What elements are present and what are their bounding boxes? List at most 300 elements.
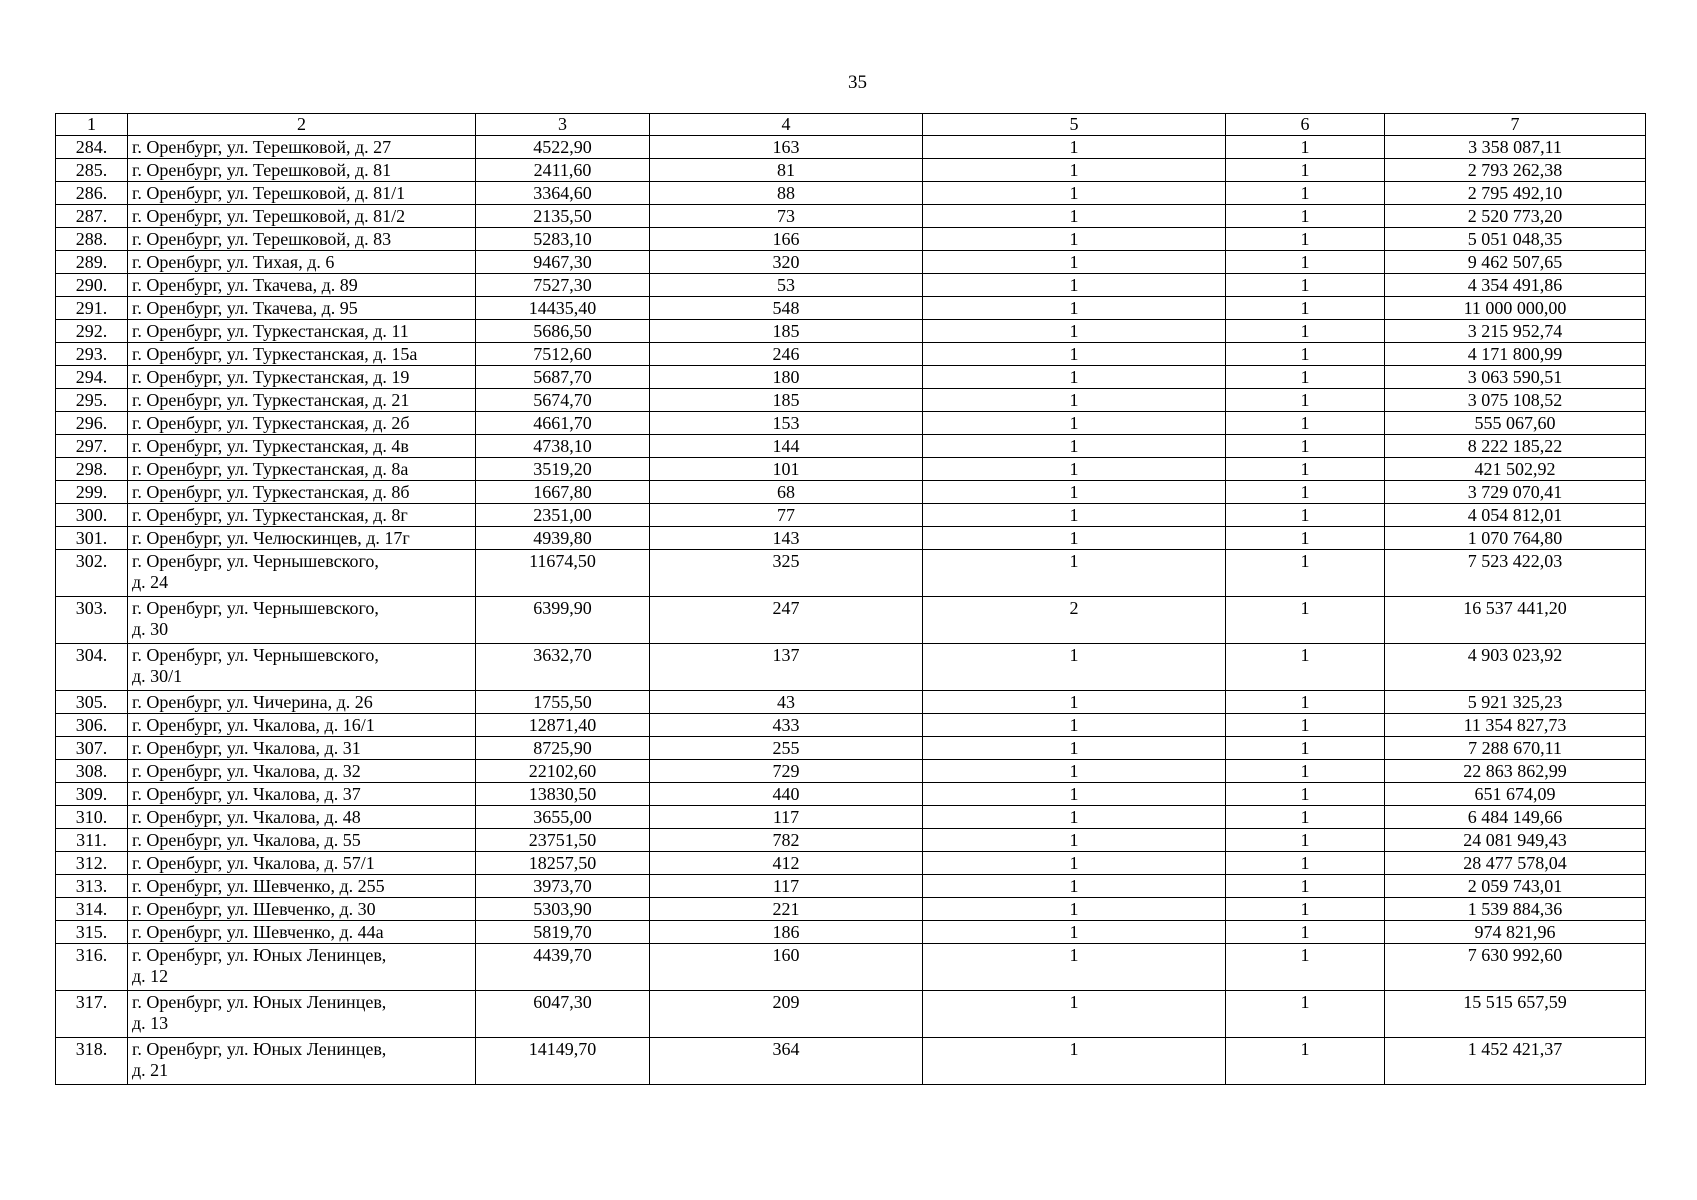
- col-7-cell: 7 630 992,60: [1385, 944, 1646, 991]
- col-5-cell: 1: [923, 251, 1226, 274]
- col-5-cell: 1: [923, 159, 1226, 182]
- col-6-cell: 1: [1226, 1038, 1385, 1085]
- address-line: г. Оренбург, ул. Ткачева, д. 89: [132, 275, 358, 295]
- col-7-cell: 8 222 185,22: [1385, 435, 1646, 458]
- col-5-cell: 1: [923, 228, 1226, 251]
- address-line: г. Оренбург, ул. Тихая, д. 6: [132, 252, 335, 272]
- table-row: [56, 136, 1646, 159]
- col-4-cell: 117: [650, 875, 923, 898]
- col-4-cell: 143: [650, 527, 923, 550]
- row-number-cell: 288.: [56, 228, 128, 251]
- col-4-cell: 153: [650, 412, 923, 435]
- col-6-cell: 1: [1226, 366, 1385, 389]
- row-number-cell: 310.: [56, 806, 128, 829]
- col-5-cell: 1: [923, 737, 1226, 760]
- col-7-cell: 7 288 670,11: [1385, 737, 1646, 760]
- col-6-cell: 1: [1226, 527, 1385, 550]
- col-7-cell: 15 515 657,59: [1385, 991, 1646, 1038]
- col-3-cell: 5819,70: [476, 921, 650, 944]
- table-row: [56, 228, 1646, 251]
- address-cell: [128, 921, 476, 944]
- col-5-cell: 1: [923, 412, 1226, 435]
- col-4-cell: 43: [650, 691, 923, 714]
- col-7-cell: 28 477 578,04: [1385, 852, 1646, 875]
- address-line: г. Оренбург, ул. Терешковой, д. 27: [132, 137, 392, 157]
- row-number-cell: 291.: [56, 297, 128, 320]
- col-7-cell: 7 523 422,03: [1385, 550, 1646, 597]
- row-number-cell: 297.: [56, 435, 128, 458]
- table-row: [56, 389, 1646, 412]
- address-line: г. Оренбург, ул. Туркестанская, д. 15а: [132, 344, 418, 364]
- header-col-5: 5: [923, 114, 1226, 136]
- address-cell: [128, 458, 476, 481]
- address-line: г. Оренбург, ул. Чернышевского,: [132, 551, 379, 571]
- col-7-cell: 22 863 862,99: [1385, 760, 1646, 783]
- col-5-cell: 1: [923, 550, 1226, 597]
- col-7-cell: 3 075 108,52: [1385, 389, 1646, 412]
- table-row: [56, 852, 1646, 875]
- row-number-cell: 313.: [56, 875, 128, 898]
- address-line: г. Оренбург, ул. Шевченко, д. 44а: [132, 922, 384, 942]
- row-number-cell: 308.: [56, 760, 128, 783]
- row-number-cell: 302.: [56, 550, 128, 597]
- col-3-cell: 8725,90: [476, 737, 650, 760]
- address-cell: [128, 297, 476, 320]
- address-cell: [128, 504, 476, 527]
- col-7-cell: 2 520 773,20: [1385, 205, 1646, 228]
- col-7-cell: 3 729 070,41: [1385, 481, 1646, 504]
- col-4-cell: 77: [650, 504, 923, 527]
- col-5-cell: 1: [923, 297, 1226, 320]
- col-6-cell: 1: [1226, 412, 1385, 435]
- row-number-cell: 287.: [56, 205, 128, 228]
- col-7-cell: 1 452 421,37: [1385, 1038, 1646, 1085]
- col-7-cell: 2 793 262,38: [1385, 159, 1646, 182]
- header-col-1: 1: [56, 114, 128, 136]
- col-7-cell: 3 063 590,51: [1385, 366, 1646, 389]
- col-6-cell: 1: [1226, 159, 1385, 182]
- table-row: [56, 760, 1646, 783]
- col-5-cell: 1: [923, 852, 1226, 875]
- col-4-cell: 163: [650, 136, 923, 159]
- row-number-cell: 317.: [56, 991, 128, 1038]
- address-cell: [128, 320, 476, 343]
- col-7-cell: 4 354 491,86: [1385, 274, 1646, 297]
- row-number-cell: 289.: [56, 251, 128, 274]
- row-number-cell: 312.: [56, 852, 128, 875]
- col-7-cell: 24 081 949,43: [1385, 829, 1646, 852]
- col-6-cell: 1: [1226, 875, 1385, 898]
- address-line: г. Оренбург, ул. Чкалова, д. 55: [132, 830, 361, 850]
- address-line: г. Оренбург, ул. Туркестанская, д. 4в: [132, 436, 409, 456]
- col-5-cell: 1: [923, 921, 1226, 944]
- col-5-cell: 1: [923, 320, 1226, 343]
- col-3-cell: 18257,50: [476, 852, 650, 875]
- row-number-cell: 318.: [56, 1038, 128, 1085]
- col-7-cell: 5 921 325,23: [1385, 691, 1646, 714]
- col-6-cell: 1: [1226, 435, 1385, 458]
- col-6-cell: 1: [1226, 274, 1385, 297]
- col-5-cell: 1: [923, 760, 1226, 783]
- col-5-cell: 1: [923, 714, 1226, 737]
- col-3-cell: 4939,80: [476, 527, 650, 550]
- table-row: [56, 159, 1646, 182]
- col-5-cell: 1: [923, 691, 1226, 714]
- col-4-cell: 101: [650, 458, 923, 481]
- col-3-cell: 12871,40: [476, 714, 650, 737]
- col-4-cell: 73: [650, 205, 923, 228]
- col-7-cell: 11 354 827,73: [1385, 714, 1646, 737]
- address-cell: [128, 435, 476, 458]
- address-line: г. Оренбург, ул. Терешковой, д. 81/1: [132, 183, 406, 203]
- col-3-cell: 5674,70: [476, 389, 650, 412]
- col-5-cell: 1: [923, 389, 1226, 412]
- row-number-cell: 306.: [56, 714, 128, 737]
- col-6-cell: 1: [1226, 205, 1385, 228]
- col-4-cell: 364: [650, 1038, 923, 1085]
- table-row: [56, 691, 1646, 714]
- col-5-cell: 1: [923, 829, 1226, 852]
- address-line-continued: д. 13: [132, 1013, 169, 1033]
- col-4-cell: 246: [650, 343, 923, 366]
- address-line: г. Оренбург, ул. Чернышевского,: [132, 645, 379, 665]
- table-row: [56, 205, 1646, 228]
- table-row: [56, 412, 1646, 435]
- table-row: [56, 435, 1646, 458]
- address-line: г. Оренбург, ул. Туркестанская, д. 19: [132, 367, 410, 387]
- table-row: [56, 251, 1646, 274]
- table-row: [56, 274, 1646, 297]
- col-4-cell: 186: [650, 921, 923, 944]
- col-5-cell: 1: [923, 806, 1226, 829]
- col-6-cell: 1: [1226, 458, 1385, 481]
- address-cell: [128, 527, 476, 550]
- header-col-2: 2: [128, 114, 476, 136]
- col-4-cell: 88: [650, 182, 923, 205]
- table-row: [56, 550, 1646, 597]
- col-7-cell: 421 502,92: [1385, 458, 1646, 481]
- address-cell: [128, 898, 476, 921]
- address-line: г. Оренбург, ул. Юных Ленинцев,: [132, 992, 387, 1012]
- col-6-cell: 1: [1226, 136, 1385, 159]
- row-number-cell: 303.: [56, 597, 128, 644]
- address-cell: [128, 389, 476, 412]
- col-3-cell: 5303,90: [476, 898, 650, 921]
- col-6-cell: 1: [1226, 481, 1385, 504]
- table-row: [56, 182, 1646, 205]
- col-3-cell: 5283,10: [476, 228, 650, 251]
- row-number-cell: 299.: [56, 481, 128, 504]
- col-6-cell: 1: [1226, 389, 1385, 412]
- col-4-cell: 160: [650, 944, 923, 991]
- table-row: [56, 597, 1646, 644]
- address-line-continued: д. 30/1: [132, 666, 183, 686]
- table-row: [56, 944, 1646, 991]
- col-4-cell: 548: [650, 297, 923, 320]
- address-cell: [128, 597, 476, 644]
- table-row: [56, 1038, 1646, 1085]
- col-6-cell: 1: [1226, 944, 1385, 991]
- col-3-cell: 3364,60: [476, 182, 650, 205]
- col-7-cell: 2 795 492,10: [1385, 182, 1646, 205]
- col-7-cell: 5 051 048,35: [1385, 228, 1646, 251]
- col-3-cell: 6047,30: [476, 991, 650, 1038]
- col-3-cell: 23751,50: [476, 829, 650, 852]
- header-row: [56, 114, 1646, 136]
- col-3-cell: 4522,90: [476, 136, 650, 159]
- address-cell: [128, 274, 476, 297]
- col-4-cell: 144: [650, 435, 923, 458]
- address-line-continued: д. 24: [132, 572, 169, 592]
- col-5-cell: 1: [923, 527, 1226, 550]
- address-line: г. Оренбург, ул. Туркестанская, д. 21: [132, 390, 410, 410]
- col-5-cell: 1: [923, 136, 1226, 159]
- col-3-cell: 14435,40: [476, 297, 650, 320]
- col-3-cell: 2135,50: [476, 205, 650, 228]
- col-3-cell: 2411,60: [476, 159, 650, 182]
- table-row: [56, 829, 1646, 852]
- table-row: [56, 481, 1646, 504]
- address-cell: [128, 714, 476, 737]
- table-row: [56, 714, 1646, 737]
- col-4-cell: 221: [650, 898, 923, 921]
- col-5-cell: 1: [923, 1038, 1226, 1085]
- col-7-cell: 651 674,09: [1385, 783, 1646, 806]
- col-3-cell: 22102,60: [476, 760, 650, 783]
- col-6-cell: 1: [1226, 921, 1385, 944]
- header-col-4: 4: [650, 114, 923, 136]
- address-line: г. Оренбург, ул. Туркестанская, д. 11: [132, 321, 409, 341]
- col-6-cell: 1: [1226, 320, 1385, 343]
- address-line-continued: д. 21: [132, 1060, 169, 1080]
- address-cell: [128, 991, 476, 1038]
- col-3-cell: 4661,70: [476, 412, 650, 435]
- row-number-cell: 304.: [56, 644, 128, 691]
- address-line: г. Оренбург, ул. Юных Ленинцев,: [132, 945, 387, 965]
- col-3-cell: 5686,50: [476, 320, 650, 343]
- col-3-cell: 13830,50: [476, 783, 650, 806]
- row-number-cell: 301.: [56, 527, 128, 550]
- housing-registry-table: [55, 113, 1646, 1085]
- address-cell: [128, 251, 476, 274]
- col-7-cell: 1 539 884,36: [1385, 898, 1646, 921]
- row-number-cell: 285.: [56, 159, 128, 182]
- address-line-continued: д. 12: [132, 966, 169, 986]
- header-col-7: 7: [1385, 114, 1646, 136]
- address-line: г. Оренбург, ул. Туркестанская, д. 8г: [132, 505, 408, 525]
- address-cell: [128, 366, 476, 389]
- table-row: [56, 343, 1646, 366]
- col-4-cell: 247: [650, 597, 923, 644]
- col-6-cell: 1: [1226, 852, 1385, 875]
- row-number-cell: 309.: [56, 783, 128, 806]
- col-7-cell: 3 215 952,74: [1385, 320, 1646, 343]
- table-row: [56, 737, 1646, 760]
- col-7-cell: 4 903 023,92: [1385, 644, 1646, 691]
- table-row: [56, 991, 1646, 1038]
- col-4-cell: 185: [650, 320, 923, 343]
- col-6-cell: 1: [1226, 251, 1385, 274]
- col-4-cell: 782: [650, 829, 923, 852]
- col-3-cell: 5687,70: [476, 366, 650, 389]
- address-line: г. Оренбург, ул. Чкалова, д. 37: [132, 784, 361, 804]
- col-7-cell: 974 821,96: [1385, 921, 1646, 944]
- col-3-cell: 1755,50: [476, 691, 650, 714]
- col-7-cell: 2 059 743,01: [1385, 875, 1646, 898]
- table-row: [56, 783, 1646, 806]
- col-5-cell: 1: [923, 898, 1226, 921]
- address-cell: [128, 691, 476, 714]
- address-line: г. Оренбург, ул. Чкалова, д. 57/1: [132, 853, 375, 873]
- col-6-cell: 1: [1226, 550, 1385, 597]
- address-line: г. Оренбург, ул. Ткачева, д. 95: [132, 298, 358, 318]
- address-cell: [128, 783, 476, 806]
- row-number-cell: 293.: [56, 343, 128, 366]
- row-number-cell: 295.: [56, 389, 128, 412]
- col-7-cell: 555 067,60: [1385, 412, 1646, 435]
- col-6-cell: 1: [1226, 714, 1385, 737]
- table-row: [56, 297, 1646, 320]
- address-cell: [128, 852, 476, 875]
- col-5-cell: 1: [923, 343, 1226, 366]
- address-line: г. Оренбург, ул. Туркестанская, д. 8а: [132, 459, 409, 479]
- col-5-cell: 1: [923, 504, 1226, 527]
- col-6-cell: 1: [1226, 182, 1385, 205]
- header-col-3: 3: [476, 114, 650, 136]
- col-6-cell: 1: [1226, 991, 1385, 1038]
- table-row: [56, 320, 1646, 343]
- row-number-cell: 298.: [56, 458, 128, 481]
- address-line: г. Оренбург, ул. Чкалова, д. 48: [132, 807, 361, 827]
- address-cell: [128, 760, 476, 783]
- col-4-cell: 209: [650, 991, 923, 1038]
- table-row: [56, 898, 1646, 921]
- col-6-cell: 1: [1226, 644, 1385, 691]
- col-6-cell: 1: [1226, 343, 1385, 366]
- page-number: 35: [848, 72, 867, 93]
- col-5-cell: 1: [923, 644, 1226, 691]
- col-7-cell: 9 462 507,65: [1385, 251, 1646, 274]
- col-7-cell: 4 054 812,01: [1385, 504, 1646, 527]
- address-line: г. Оренбург, ул. Чкалова, д. 31: [132, 738, 361, 758]
- address-cell: [128, 1038, 476, 1085]
- col-5-cell: 1: [923, 458, 1226, 481]
- col-3-cell: 3655,00: [476, 806, 650, 829]
- col-3-cell: 1667,80: [476, 481, 650, 504]
- col-7-cell: 3 358 087,11: [1385, 136, 1646, 159]
- col-4-cell: 185: [650, 389, 923, 412]
- col-6-cell: 1: [1226, 806, 1385, 829]
- row-number-cell: 315.: [56, 921, 128, 944]
- col-5-cell: 1: [923, 274, 1226, 297]
- table-row: [56, 504, 1646, 527]
- col-4-cell: 117: [650, 806, 923, 829]
- address-line: г. Оренбург, ул. Чкалова, д. 32: [132, 761, 361, 781]
- col-6-cell: 1: [1226, 504, 1385, 527]
- col-4-cell: 255: [650, 737, 923, 760]
- header-col-6: 6: [1226, 114, 1385, 136]
- table-row: [56, 806, 1646, 829]
- col-7-cell: 6 484 149,66: [1385, 806, 1646, 829]
- col-6-cell: 1: [1226, 898, 1385, 921]
- address-cell: [128, 806, 476, 829]
- address-line-continued: д. 30: [132, 619, 169, 639]
- table-header: [56, 114, 1646, 136]
- col-5-cell: 1: [923, 875, 1226, 898]
- address-line: г. Оренбург, ул. Терешковой, д. 81: [132, 160, 392, 180]
- row-number-cell: 305.: [56, 691, 128, 714]
- col-7-cell: 11 000 000,00: [1385, 297, 1646, 320]
- col-5-cell: 1: [923, 366, 1226, 389]
- col-5-cell: 1: [923, 481, 1226, 504]
- col-4-cell: 433: [650, 714, 923, 737]
- col-6-cell: 1: [1226, 228, 1385, 251]
- row-number-cell: 294.: [56, 366, 128, 389]
- col-3-cell: 3519,20: [476, 458, 650, 481]
- row-number-cell: 290.: [56, 274, 128, 297]
- address-cell: [128, 737, 476, 760]
- address-cell: [128, 228, 476, 251]
- col-5-cell: 1: [923, 182, 1226, 205]
- col-4-cell: 440: [650, 783, 923, 806]
- col-4-cell: 81: [650, 159, 923, 182]
- row-number-cell: 296.: [56, 412, 128, 435]
- address-line: г. Оренбург, ул. Чичерина, д. 26: [132, 692, 373, 712]
- address-line: г. Оренбург, ул. Терешковой, д. 81/2: [132, 206, 406, 226]
- col-6-cell: 1: [1226, 760, 1385, 783]
- row-number-cell: 311.: [56, 829, 128, 852]
- address-line: г. Оренбург, ул. Юных Ленинцев,: [132, 1039, 387, 1059]
- col-3-cell: 3973,70: [476, 875, 650, 898]
- col-4-cell: 180: [650, 366, 923, 389]
- col-4-cell: 729: [650, 760, 923, 783]
- row-number-cell: 292.: [56, 320, 128, 343]
- address-line: г. Оренбург, ул. Чкалова, д. 16/1: [132, 715, 375, 735]
- table-row: [56, 527, 1646, 550]
- col-4-cell: 53: [650, 274, 923, 297]
- address-cell: [128, 481, 476, 504]
- col-6-cell: 1: [1226, 297, 1385, 320]
- col-3-cell: 4738,10: [476, 435, 650, 458]
- col-3-cell: 9467,30: [476, 251, 650, 274]
- col-6-cell: 1: [1226, 691, 1385, 714]
- address-cell: [128, 875, 476, 898]
- table-row: [56, 458, 1646, 481]
- row-number-cell: 316.: [56, 944, 128, 991]
- col-3-cell: 2351,00: [476, 504, 650, 527]
- address-cell: [128, 205, 476, 228]
- address-cell: [128, 182, 476, 205]
- table-row: [56, 644, 1646, 691]
- col-6-cell: 1: [1226, 737, 1385, 760]
- address-cell: [128, 550, 476, 597]
- col-3-cell: 6399,90: [476, 597, 650, 644]
- address-line: г. Оренбург, ул. Чернышевского,: [132, 598, 379, 618]
- table-body: [56, 136, 1646, 1085]
- table-row: [56, 875, 1646, 898]
- col-5-cell: 1: [923, 435, 1226, 458]
- address-cell: [128, 412, 476, 435]
- col-4-cell: 320: [650, 251, 923, 274]
- col-3-cell: 7527,30: [476, 274, 650, 297]
- row-number-cell: 286.: [56, 182, 128, 205]
- col-5-cell: 1: [923, 205, 1226, 228]
- col-3-cell: 4439,70: [476, 944, 650, 991]
- col-6-cell: 1: [1226, 829, 1385, 852]
- col-3-cell: 7512,60: [476, 343, 650, 366]
- col-6-cell: 1: [1226, 597, 1385, 644]
- address-line: г. Оренбург, ул. Челюскинцев, д. 17г: [132, 528, 410, 548]
